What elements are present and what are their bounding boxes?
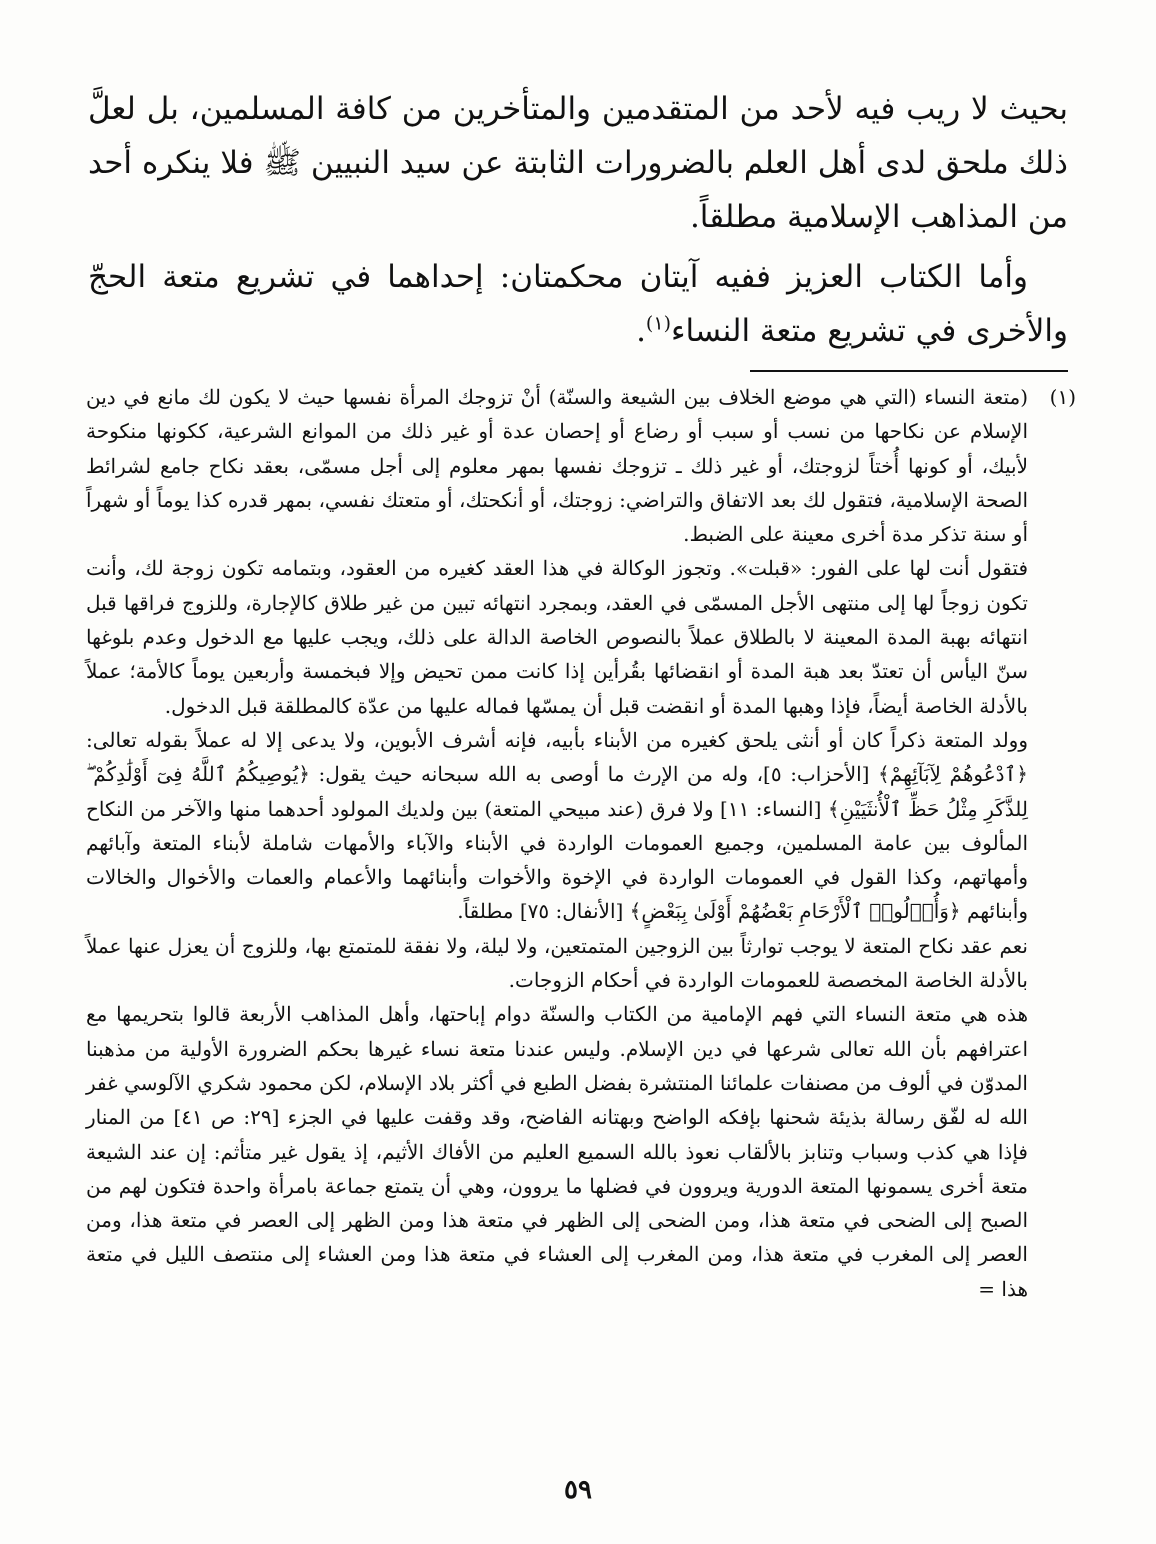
main-text bbox=[88, 82, 1068, 364]
footnotes bbox=[86, 380, 1076, 1306]
footnote-body bbox=[86, 380, 1028, 1306]
footnote-paragraph: نعم عقد نكاح المتعة لا يوجب توارثاً بين الزوجين المتمتعين، ولا ليلة، ولا نفقة للمتمتع بها، وللزوج أن يعزل عنها عملاً بالأدلة الخاصة المخصصة للعمومات الواردة في أحكام الزوجات. bbox=[86, 933, 1028, 993]
footnote-separator bbox=[750, 370, 1068, 372]
main-paragraph-text: وأما الكتاب العزيز ففيه آيتان محكمتان: إحداهما في تشريع متعة الحجّ والأخرى في تشريع متعة النساء bbox=[88, 259, 1068, 349]
main-paragraph: بحيث لا ريب فيه لأحد من المتقدمين والمتأخرين من كافة المسلمين، بل لعلَّ ذلك ملحق لدى أهل العلم بالضرورات الثابتة عن سيد النبيين ﷺ فلا ينكره أحد من المذاهب الإسلامية مطلقاً. bbox=[88, 91, 1068, 235]
footnote-marker: (١) bbox=[1049, 385, 1076, 409]
footnote-paragraph: وولد المتعة ذكراً كان أو أنثى يلحق كغيره من الأبناء بأبيه، فإنه أشرف الأبوين، ولا يدعى إلا له عملاً بقوله تعالى: ﴿ٱدْعُوهُمْ لِآبَآئِهِمْ﴾ [الأحزاب: ٥]، وله من الإرث ما أوصى به الله سبحانه حيث يقول: ﴿يُوصِيكُمُ ٱللَّهُ فِىٓ أَوْلَٰدِكُمْ ۖ لِلذَّكَرِ مِثْلُ حَظِّ ٱلْأُنثَيَيْنِ﴾ [النساء: ١١] ولا فرق (عند مبيحي المتعة) بين ولديك المولود أحدهما منها والآخر من النكاح المألوف بين عامة المسلمين، وجميع العمومات الواردة في الأبناء والآباء والأمهات شاملة لأبناء المتعة وآبائهم وأمهاتهم، وكذا القول في العمومات الواردة في الإخوة والأخوات وأبنائهما والأعمام والعمات والأخوال والخالات وأبنائهم ﴿وَأُو۟لُوا۟ ٱلْأَرْحَامِ بَعْضُهُمْ أَوْلَىٰ بِبَعْضٍ﴾ [الأنفال: ٧٥] مطلقاً. bbox=[86, 727, 1028, 924]
footnote-paragraph: فتقول أنت لها على الفور: «قبلت». وتجوز الوكالة في هذا العقد كغيره من العقود، وبتمامه تكون زوجة لك، وأنت تكون زوجاً لها إلى منتهى الأجل المسمّى في العقد، وبمجرد انتهائه تبين من غير طلاق كالإجارة، وللزوج فراقها قبل انتهائه بهبة المدة المعينة لا بالطلاق عملاً بالنصوص الخاصة الدالة على ذلك، ويجب عليها مع الدخول وعدم بلوغها سنّ اليأس أن تعتدّ بعد هبة المدة أو انقضائها بقُرأين إذا كانت ممن تحيض وإلا فبخمسة وأربعين يوماً كالأمة؛ عملاً بالأدلة الخاصة أيضاً، فإذا وهبها المدة أو انقضت قبل أن يمسّها فماله عليها من عدّة كالمطلقة قبل الدخول. bbox=[86, 556, 1028, 718]
footnote-paragraph: هذه هي متعة النساء التي فهم الإمامية من الكتاب والسنّة دوام إباحتها، وأهل المذاهب الأربعة قالوا بتحريمها مع اعترافهم بأن الله تعالى شرعها في دين الإسلام. وليس عندنا متعة نساء غيرها بحكم الضرورة الأولية من مذهبنا المدوّن في ألوف من مصنفات علمائنا المنتشرة بفضل الطبع في أكثر بلاد الإسلام، لكن محمود شكري الآلوسي غفر الله له لفّق رسالة بذيئة شحنها بإفكه الواضح وبهتانه الفاضح، وقد وقفت عليها في الجزء [٢٩: ص ٤١] من المنار فإذا هي كذب وسباب وتنابز بالألقاب نعوذ بالله السميع العليم من الأفاك الأثيم، إذ يقول غير متأثم: إن عند الشيعة متعة أخرى يسمونها المتعة الدورية ويروون في فضلها ما يروون، وهي أن يتمتع جماعة بامرأة واحدة فتكون لهم من الصبح إلى الضحى في متعة هذا، ومن الضحى إلى الظهر في متعة هذا ومن الظهر إلى العصر في متعة هذا، ومن العصر إلى المغرب في متعة هذا، ومن المغرب إلى العشاء في متعة هذا ومن العشاء إلى منتصف الليل في متعة هذا = bbox=[86, 1002, 1028, 1301]
page-number: ٥٩ bbox=[564, 1475, 592, 1505]
footnote-paragraph: (متعة النساء (التي هي موضع الخلاف بين الشيعة والسنّة) أنْ تزوجك المرأة نفسها حيث لا يكون لك مانع في دين الإسلام عن نكاحها من نسب أو سبب أو رضاع أو إحصان عدة أو غير ذلك من الموانع الشرعية، ككونها منكوحة لأبيك، أو كونها أُختاً لزوجتك، أو غير ذلك ـ تزوجك نفسها بمهر معلوم إلى أجل مسمّى، بعقد نكاح جامع لشرائط الصحة الإسلامية، فتقول لك بعد الاتفاق والتراضي: زوجتك، أو أنكحتك، أو متعتك نفسي، بمهر قدره كذا يوماً أو شهراً أو سنة تذكر مدة أخرى معينة على الضبط. bbox=[86, 385, 1029, 547]
footnote-reference: (١) bbox=[645, 312, 671, 335]
sentence-end: . bbox=[636, 313, 646, 349]
main-paragraph bbox=[88, 250, 1068, 358]
footnote bbox=[86, 380, 1076, 1306]
